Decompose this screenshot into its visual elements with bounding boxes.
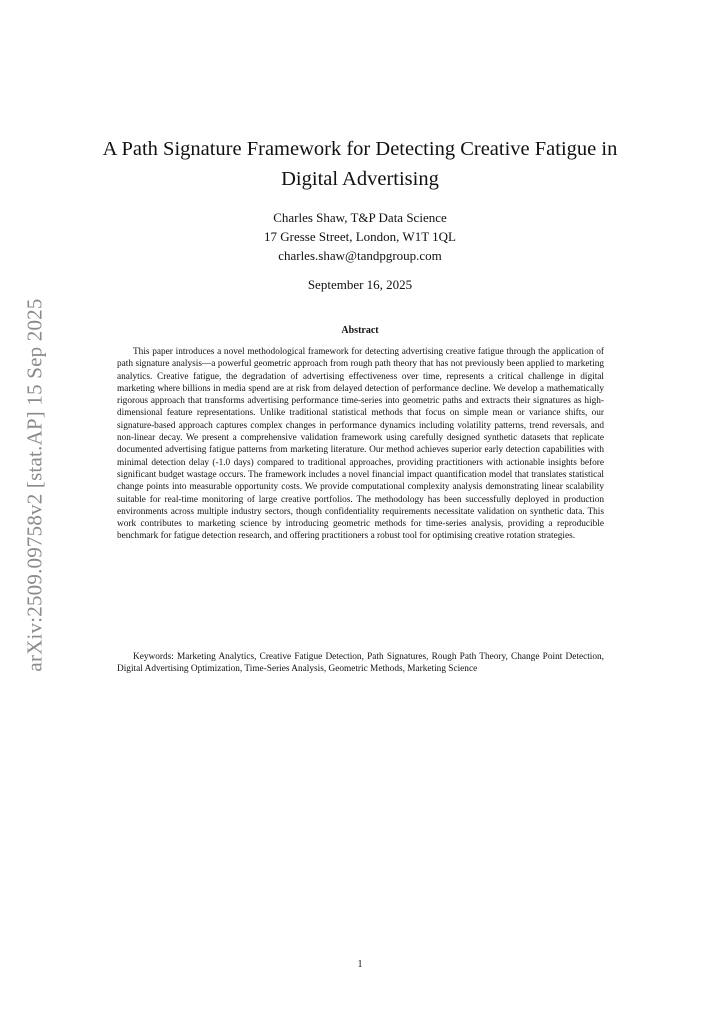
author-email: charles.shaw@tandpgroup.com (278, 248, 442, 263)
paper-title: A Path Signature Framework for Detecting Creative Fatigue in Digital Advertising (102, 138, 618, 190)
page-number: 1 (357, 959, 363, 970)
arxiv-identifier-stamp: arXiv:2509.09758v2 [stat.AP] 15 Sep 2025 (22, 298, 47, 672)
author-address: 17 Gresse Street, London, W1T 1QL (264, 229, 456, 244)
abstract-body: This paper introduces a novel methodological framework for detecting advertising creative fatigue through the application of path signature analysis—a powerful geometric approach from rough path theory that has not previously been applied to marketing analytics. Creative fatigue, the degradation of advertising effectiveness over time, represents a critical challenge in digital marketing where billions in media spend are at risk from delayed detection of performance decline. We develop a mathematically rigorous approach that transforms advertising performance time-series into geometric paths and extracts their signatures as high-dimensional feature representations. Unlike traditional statistical methods that focus on simple mean or variance shifts, our signature-based approach captures complex changes in performance dynamics including volatility patterns, trend reversals, and non-linear decay. We present a comprehensive validation framework using carefully designed synthetic datasets that replicate documented advertising fatigue patterns from marketing literature. Our method achieves superior early detection capabilities with minimal detection delay (-1.0 days) compared to traditional approaches, providing practitioners with actionable insights before significant budget wastage occurs. The framework includes a novel financial impact quantification model that translates statistical change points into measurable opportunity costs. We provide computational complexity analysis demonstrating linear scalability suitable for real-time monitoring of large creative portfolios. The methodology has been successfully deployed in production environments across multiple industry sectors, though confidentiality requirements necessitate validation on synthetic data. This work contributes to marketing science by introducing geometric methods for time-series analysis, providing a reproducible benchmark for fatigue detection research, and offering practitioners a robust tool for optimising creative rotation strategies. (117, 347, 604, 542)
author-name: Charles Shaw, T&P Data Science (273, 210, 447, 225)
keywords: Keywords: Marketing Analytics, Creative Fatigue Detection, Path Signatures, Rough Path Theory, Change Point Detection, Digital Advertising Optimization, Time-Series Analysis, Geometric Methods, Marketing Science (117, 652, 604, 675)
publication-date: September 16, 2025 (307, 277, 413, 292)
author-block (160, 208, 560, 265)
abstract-heading: Abstract (341, 325, 379, 336)
